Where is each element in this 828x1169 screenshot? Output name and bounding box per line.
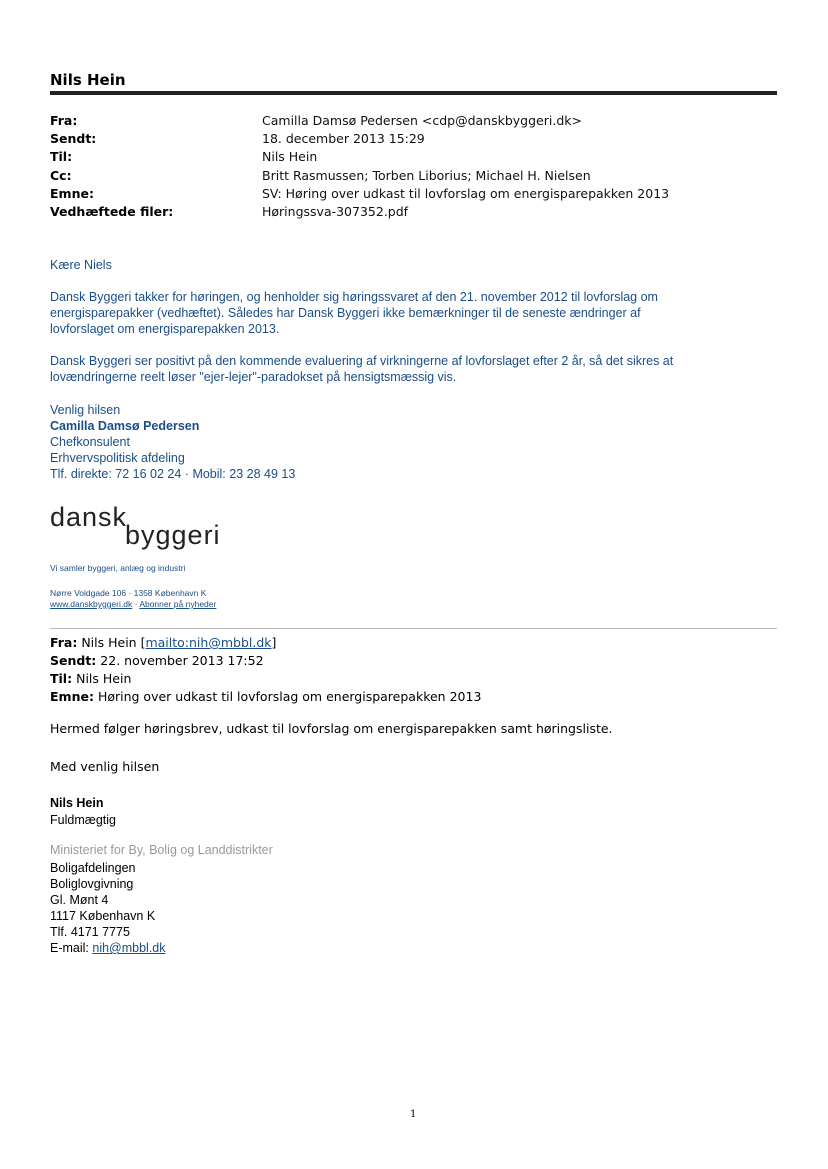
forward-divider (50, 628, 777, 629)
link-separator: · (132, 599, 140, 609)
forwarded-from-row: Fra: Nils Hein [mailto:nih@mbbl.dk] (50, 635, 277, 650)
header-divider (50, 91, 777, 95)
address-line: Boliglovgivning (50, 877, 134, 891)
header-value-from: Camilla Damsø Pedersen <cdp@danskbyggeri.dk> (262, 113, 582, 128)
forwarded-to-label: Til: (50, 671, 73, 686)
paragraph-line: lovforslaget om energisparepakken 2013. (50, 322, 280, 336)
forwarded-body: Hermed følger høringsbrev, udkast til lovforslag om energisparepakken samt høringsliste. (50, 721, 613, 736)
forwarded-sig-title: Fuldmægtig (50, 813, 116, 827)
header-label-subject: Emne: (50, 186, 94, 201)
website-link[interactable]: www.danskbyggeri.dk (50, 599, 133, 609)
address-line: Boligafdelingen (50, 861, 136, 875)
paragraph-line: Dansk Byggeri ser positivt på den kommende evaluering af virkningerne af lovforslaget efter 2 år, så det sikres at (50, 354, 674, 368)
company-logo-word2: byggeri (125, 520, 221, 550)
forwarded-subject-value: Høring over udkast til lovforslag om energisparepakken 2013 (97, 689, 482, 704)
forwarded-sig-name: Nils Hein (50, 796, 104, 810)
reply-signature (50, 402, 295, 482)
address-line: 1117 København K (50, 909, 156, 923)
company-links (50, 599, 216, 610)
ministry-address (50, 860, 166, 956)
forwarded-from-value: Nils Hein (81, 635, 137, 650)
forwarded-from-label: Fra: (50, 635, 78, 650)
header-label-from: Fra: (50, 113, 78, 128)
paragraph-line: lovændringerne reelt løser "ejer-lejer"-paradokset på hensigtsmæssig vis. (50, 370, 457, 384)
company-logo-word1: dansk (50, 502, 128, 532)
forwarded-sent-value: 22. november 2013 17:52 (100, 653, 264, 668)
document-owner-name: Nils Hein (50, 71, 126, 89)
company-address-block (50, 588, 216, 610)
forwarded-subject-label: Emne: (50, 689, 94, 704)
forwarded-signature (50, 795, 116, 829)
subscribe-link[interactable]: Abonner på nyheder (139, 599, 217, 609)
greeting: Kære Niels (50, 258, 112, 272)
forwarded-header (50, 634, 481, 706)
signature-department: Erhvervspolitisk afdeling (50, 451, 185, 465)
forwarded-to-value: Nils Hein (76, 671, 132, 686)
address-line: Tlf. 4171 7775 (50, 925, 130, 939)
reply-paragraph-1 (50, 289, 658, 337)
signature-title: Chefkonsulent (50, 435, 130, 449)
header-value-to: Nils Hein (262, 149, 318, 164)
forwarded-sent-label: Sendt: (50, 653, 97, 668)
email-row (50, 940, 166, 956)
header-value-sent: 18. december 2013 15:29 (262, 131, 425, 146)
paragraph-line: energisparepakker (vedhæftet). Således har Dansk Byggeri ikke bemærkninger til de seneste ændringer af (50, 306, 641, 320)
reply-paragraph-2 (50, 353, 673, 385)
signature-name: Camilla Damsø Pedersen (50, 419, 200, 433)
email-label: E-mail: (50, 941, 93, 955)
address-line: Gl. Mønt 4 (50, 893, 109, 907)
ministry-name: Ministeriet for By, Bolig og Landdistrikter (50, 843, 273, 857)
header-label-cc: Cc: (50, 168, 72, 183)
paragraph-line: Dansk Byggeri takker for høringen, og henholder sig høringssvaret af den 21. november 2012 til lovforslag om (50, 290, 658, 304)
header-value-subject: SV: Høring over udkast til lovforslag om energisparepakken 2013 (262, 186, 670, 201)
forwarded-closing: Med venlig hilsen (50, 759, 160, 774)
attachment-link[interactable]: Høringssva-307352.pdf (262, 204, 409, 219)
forwarded-subject-row (50, 688, 481, 706)
email-link[interactable]: nih@mbbl.dk (92, 941, 166, 955)
header-label-sent: Sendt: (50, 131, 97, 146)
company-tagline: Vi samler byggeri, anlæg og industri (50, 563, 186, 573)
company-address: Nørre Voldgade 106 · 1358 København K (50, 588, 207, 598)
header-label-attachments: Vedhæftede filer: (50, 204, 174, 219)
signature-phone: Tlf. direkte: 72 16 02 24 · Mobil: 23 28 49 13 (50, 467, 296, 481)
header-label-to: Til: (50, 149, 73, 164)
signature-closing: Venlig hilsen (50, 403, 121, 417)
page-number: 1 (410, 1109, 417, 1120)
mailto-link[interactable]: mailto:nih@mbbl.dk (145, 635, 272, 650)
forwarded-sent-row (50, 652, 481, 670)
header-value-cc: Britt Rasmussen; Torben Liborius; Michael H. Nielsen (262, 168, 591, 183)
forwarded-to-row (50, 670, 481, 688)
